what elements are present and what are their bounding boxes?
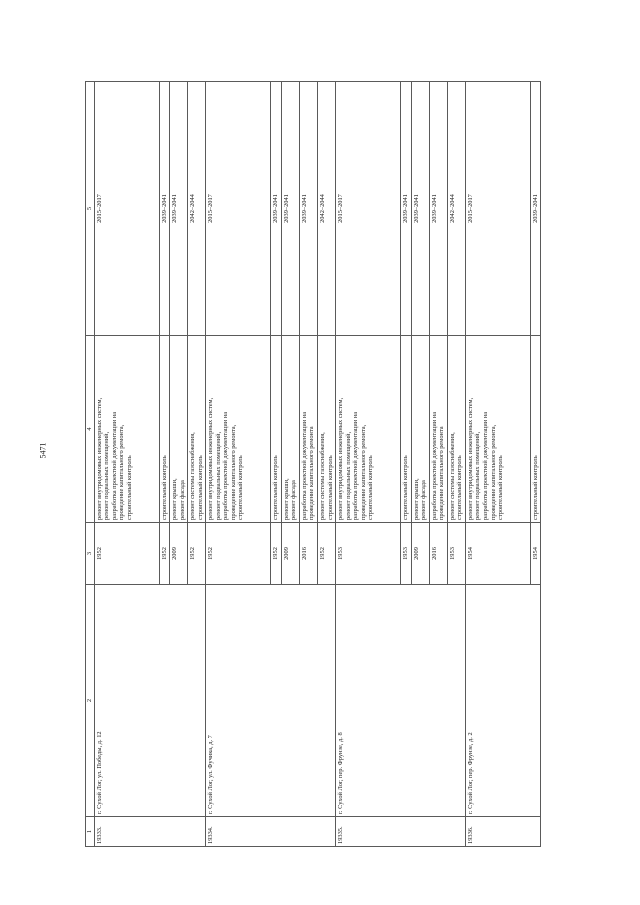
commission-year: 1954 (530, 523, 541, 585)
table-row (94, 82, 159, 847)
planned-period: 2042–2044 (318, 82, 336, 336)
table-row (465, 82, 530, 847)
planned-period: 2042–2044 (188, 82, 206, 336)
repair-works: разработка проектной документации на проведение капитального ремонта (429, 336, 447, 523)
repair-works: ремонт внутридомовых инженерных систем, ремонт подвальных помещений, разработка проектной документации на проведение капитального ремонта, строительный контроль (206, 336, 271, 523)
header-col-5: 5 (86, 82, 95, 336)
repair-works: ремонт внутридомовых инженерных систем, ремонт подвальных помещений, разработка проектной документации на проведение капитального ремонта, строительный контроль (336, 336, 401, 523)
header-col-3: 3 (86, 523, 95, 585)
header-col-4: 4 (86, 336, 95, 523)
entry-number: 19335. (336, 817, 466, 847)
repair-works: ремонт крыши, ремонт фасада (281, 336, 299, 523)
planned-period: 2039–2041 (299, 82, 317, 336)
table-header (86, 82, 95, 847)
repair-works: строительный контроль (159, 336, 170, 523)
planned-period: 2015–2017 (336, 82, 401, 336)
planned-period: 2039–2041 (530, 82, 541, 336)
repair-works: строительный контроль (401, 336, 412, 523)
commission-year: 2009 (170, 523, 188, 585)
commission-year: 1952 (94, 523, 159, 585)
commission-year: 1953 (447, 523, 465, 585)
repair-schedule-table (85, 81, 541, 847)
commission-year: 1954 (465, 523, 530, 585)
planned-period: 2039–2041 (281, 82, 299, 336)
table-row (206, 82, 271, 847)
page-number: 5471 (38, 442, 48, 459)
repair-works: строительный контроль (530, 336, 541, 523)
commission-year: 2016 (429, 523, 447, 585)
commission-year: 1953 (336, 523, 401, 585)
repair-works: ремонт системы газоснабжения, строительный контроль (318, 336, 336, 523)
planned-period: 2039–2041 (170, 82, 188, 336)
planned-period: 2039–2041 (429, 82, 447, 336)
commission-year: 1952 (271, 523, 282, 585)
entry-address: г. Сухой Лог, пер. Фрунзе, д. 8 (336, 585, 466, 817)
entry-number: 19336. (465, 817, 541, 847)
table-row (336, 82, 401, 847)
entry-address: г. Сухой Лог, пер. Фрунзе, д. 2 (465, 585, 541, 817)
entry-number: 19334. (206, 817, 336, 847)
commission-year: 1952 (188, 523, 206, 585)
header-row (86, 82, 95, 847)
commission-year: 1952 (318, 523, 336, 585)
header-col-2: 2 (86, 585, 95, 817)
planned-period: 2039–2041 (271, 82, 282, 336)
repair-works: разработка проектной документации на проведение капитального ремонта (299, 336, 317, 523)
commission-year: 2016 (299, 523, 317, 585)
repair-works: ремонт системы газоснабжения, строительный контроль (447, 336, 465, 523)
repair-works: строительный контроль (271, 336, 282, 523)
repair-works: ремонт внутридомовых инженерных систем, ремонт подвальных помещений, разработка проектной документации на проведение капитального ремонта, строительный контроль (94, 336, 159, 523)
planned-period: 2015–2017 (206, 82, 271, 336)
rotated-table-wrapper (85, 82, 602, 847)
repair-works: ремонт системы газоснабжения, строительный контроль (188, 336, 206, 523)
repair-works: ремонт крыши, ремонт фасада (170, 336, 188, 523)
planned-period: 2039–2041 (401, 82, 412, 336)
commission-year: 1952 (159, 523, 170, 585)
planned-period: 2015–2017 (465, 82, 530, 336)
planned-period: 2015–2017 (94, 82, 159, 336)
entry-number: 19333. (94, 817, 206, 847)
planned-period: 2042–2044 (447, 82, 465, 336)
header-col-1: 1 (86, 817, 95, 847)
planned-period: 2039–2041 (159, 82, 170, 336)
commission-year: 2009 (411, 523, 429, 585)
repair-works: ремонт крыши, ремонт фасада (411, 336, 429, 523)
commission-year: 1952 (206, 523, 271, 585)
commission-year: 1953 (401, 523, 412, 585)
commission-year: 2009 (281, 523, 299, 585)
repair-works: ремонт внутридомовых инженерных систем, ремонт подвальных помещений, разработка проектной документации на проведение капитального ремонта, строительный контроль (465, 336, 530, 523)
entry-address: г. Сухой Лог, ул. Победы, д. 12 (94, 585, 206, 817)
planned-period: 2039–2041 (411, 82, 429, 336)
table-body (94, 82, 541, 847)
entry-address: г. Сухой Лог, ул. Фучика, д. 7 (206, 585, 336, 817)
